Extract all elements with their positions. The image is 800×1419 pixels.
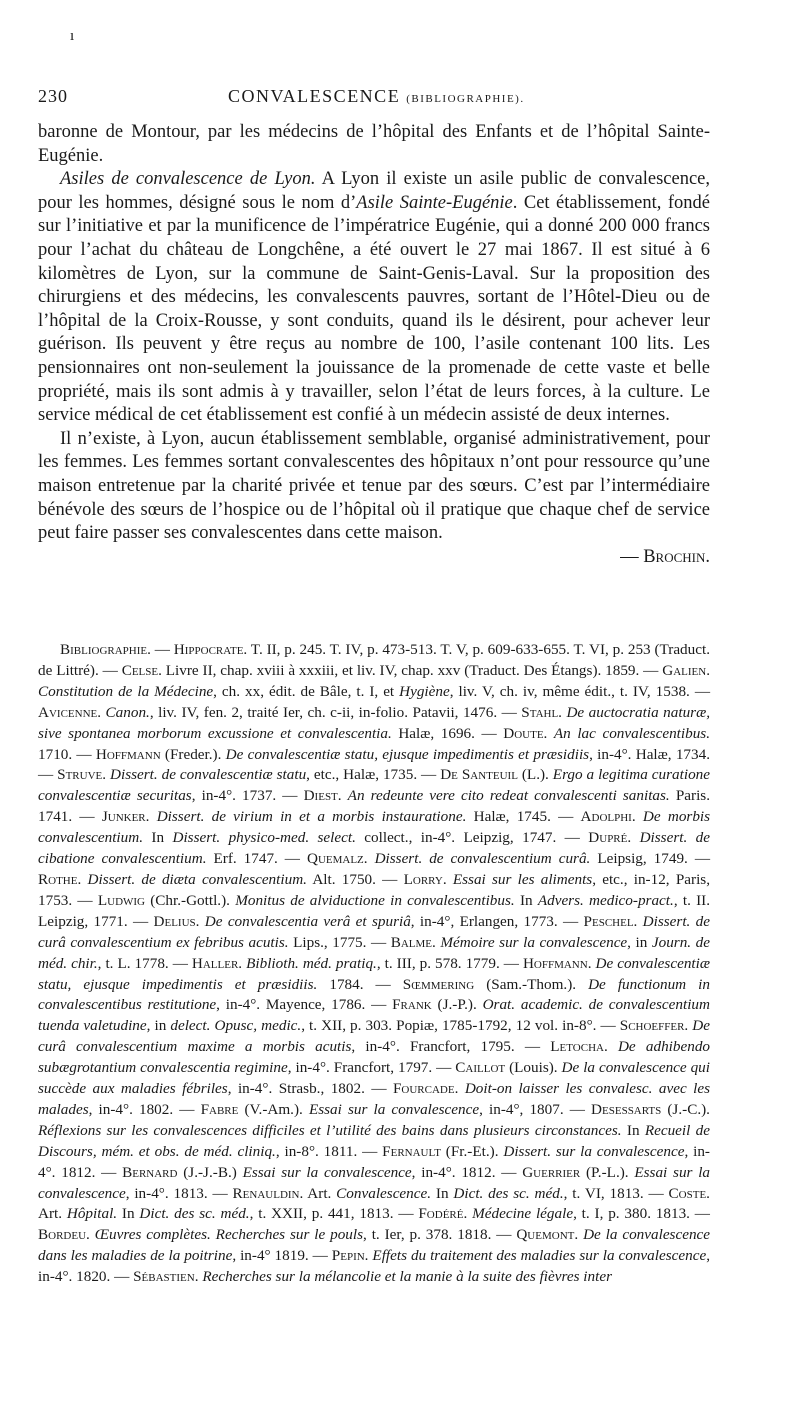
bib-work: Essai sur la convalescence: [38, 1163, 711, 1202]
bib-text: In: [117, 1205, 140, 1223]
bib-text: , in-4°. 1812. —: [38, 1142, 710, 1181]
bib-work: Dict. des sc. méd.: [453, 1184, 564, 1202]
bib-author: Quemalz.: [306, 850, 368, 868]
bib-work: Hôpital.: [66, 1205, 118, 1223]
bib-text: , in-4°, 1807. —: [479, 1100, 592, 1118]
bib-author: Letocha.: [550, 1038, 608, 1056]
bib-work: Dict. des sc. méd.: [139, 1205, 250, 1223]
bib-text: (L.).: [517, 766, 553, 784]
bibliography: [38, 640, 710, 1288]
bib-work: Advers. medico-pract.: [537, 891, 674, 909]
bib-text: Paris. 1741. —: [38, 787, 710, 826]
bib-text: , in-4°. 1820. —: [38, 1247, 710, 1286]
bib-work: Dissert. physico-med. select.: [172, 829, 356, 847]
bib-work: Effets du traitement des maladies sur la convalescence: [372, 1247, 707, 1265]
page-header: [38, 86, 738, 110]
bib-author: Galien.: [662, 661, 710, 679]
bib-work: De convalescentiæ statu, ejusque impedimentis et præsidiis.: [38, 954, 710, 993]
bib-work: Essai sur la convalescence: [308, 1100, 480, 1118]
bib-text: , in-4°. 1813. —: [125, 1184, 233, 1202]
bib-author: Hippocrate.: [173, 641, 248, 658]
bib-text: , in: [146, 1017, 171, 1035]
bib-author: Hoffmann: [95, 745, 161, 763]
bib-text: [636, 808, 643, 825]
bib-author: Adolphi.: [580, 808, 636, 826]
bib-text: (J.-P.).: [431, 996, 483, 1014]
bib-work: Dissert. de virium in et a morbis instauratione.: [156, 808, 467, 826]
bib-text: [608, 1038, 618, 1055]
bib-author: Celse.: [121, 661, 162, 679]
bib-text: , in-4° 1819. —: [232, 1247, 332, 1265]
bib-text: (J.-J.-B.): [177, 1163, 243, 1181]
bib-text: , t. I, p. 380. 1813. —: [573, 1205, 710, 1223]
bib-work: An lac convalescentibus.: [553, 724, 710, 742]
bib-text: , t. II. Leipzig, 1771. —: [38, 891, 711, 930]
bib-text: , liv. IV, fen. 2, traité Ier, ch. c-ii, in-folio. Patavii, 1476. —: [149, 703, 522, 721]
bib-work: De convalescentiæ statu, ejusque impedimentis et præsidiis: [225, 745, 590, 763]
bib-text: , t. Ier, p. 378. 1818. —: [363, 1226, 517, 1244]
bib-author: Peschel.: [583, 912, 638, 930]
bib-work: De functionum in convalescentibus restitutione: [38, 975, 710, 1014]
bib-text: , in-4°. Francfort, 1797. —: [287, 1059, 456, 1077]
bib-text: , etc., Halæ, 1735. —: [306, 766, 441, 784]
bib-text: , t. VI, 1813. —: [563, 1184, 669, 1202]
bib-text: , t. XII, p. 303. Popiæ, 1785-1792, 12 vol. in-8°. —: [301, 1017, 620, 1035]
bib-text: , in-4°. 1737. —: [191, 787, 304, 805]
bib-text: , ch. xx, édit. de Bâle, t. I, et: [213, 682, 400, 700]
bib-author: Junker.: [101, 808, 150, 826]
bib-author: Fourcade.: [392, 1080, 459, 1098]
bib-author: Ludwig: [97, 891, 145, 909]
bib-text: (Fr.-Et.).: [440, 1142, 504, 1160]
bib-work: Dissert. de cibatione convalescentium.: [38, 829, 710, 868]
bib-text: , in: [627, 933, 652, 951]
bib-author: Coste.: [668, 1184, 710, 1202]
bib-work: De la convalescence dans les maladies de la poitrine: [38, 1226, 711, 1265]
bib-author: Avicenne.: [38, 703, 102, 721]
bib-work: Ergo a legitima curatione convalescentiæ securitas: [38, 766, 711, 805]
bib-text: [149, 808, 156, 825]
bib-work: Dissert. sur la convalescence: [503, 1142, 685, 1160]
bib-text: , in-4°. Francfort, 1795. —: [351, 1038, 551, 1056]
bib-author: Delius.: [153, 912, 200, 930]
bib-text: T. II, p. 245. T. IV, p. 473-513. T. V, p. 609-633-655. T. VI, p. 253 (Traduct. de Littré). —: [38, 641, 711, 679]
bib-work: Biblioth. méd. pratiq.: [246, 954, 377, 972]
bib-work: Dissert. de convalescentium curâ.: [374, 850, 591, 868]
bib-work: De curâ convalescentium maxime a morbis acutis: [38, 1017, 711, 1056]
main-text: [38, 121, 710, 569]
bib-author: Bernard: [122, 1163, 178, 1181]
bib-author: Guerrier: [522, 1163, 581, 1181]
bib-text: , etc., in-12, Paris, 1753. —: [38, 870, 711, 909]
bib-work: Convalescence.: [336, 1184, 432, 1202]
bib-text: , in-4°. Strasb., 1802. —: [227, 1080, 393, 1098]
bib-author: Fernault: [382, 1142, 441, 1160]
bib-work: Constitution de la Médecine: [38, 682, 214, 700]
bib-work: Essai sur les aliments: [452, 870, 593, 888]
bib-text: —: [150, 641, 174, 658]
bib-author: Pepin.: [331, 1247, 369, 1265]
bib-text: (P.-L.).: [580, 1163, 635, 1181]
paragraph-2: [38, 168, 710, 428]
bib-work: Hygiène: [399, 682, 450, 700]
running-title-sub: (BIBLIOGRAPHIE).: [406, 93, 525, 105]
bib-author: Frank: [392, 996, 432, 1014]
bibliography-entries: [38, 640, 710, 1288]
bib-work: De morbis convalescentium.: [38, 808, 711, 847]
paragraph-1: baronne de Montour, par les médecins de l’hôpital des Enfants et de l’hôpital Sainte-Eugénie.: [38, 122, 710, 166]
asile-name: Asile Sainte-Eugénie: [356, 192, 513, 213]
bib-author: Fabre: [200, 1100, 239, 1118]
bib-work: Journ. de méd. chir.: [38, 933, 710, 972]
bib-author: Desessarts: [591, 1100, 662, 1118]
bib-work: De adhibendo subægrotantium convalescentia regimine: [38, 1038, 711, 1077]
running-title: [228, 86, 525, 107]
bib-author: Schoeffer.: [619, 1017, 689, 1035]
bib-text: , in-4°. 1802. —: [88, 1100, 201, 1118]
bib-author: Sébastien.: [133, 1268, 199, 1286]
paragraph-2-text-b: . Cet établissement, fondé sur l’initiative et par la munificence de l’impératrice Eugénie, qui a donné 200 000 francs pour l’achat du château de Longchêne, a été ouvert le 27 mai 1867. Il est situé à 6 kilomètres de Lyon, sur la commune de Saint-Genis-Laval. Sur la proposition des chirurgiens et des médecins, les convalescents pauvres, sortant de l’Hôtel-Dieu ou de l’hôpital de la Croix-Rousse, y sont conduits, quand ils le désirent, pour achever leur guérison. Ils peuvent y être reçus au nombre de 100, l’asile contenant 100 lits. Les pensionnaires ont non-seulement la jouissance de la promenade de cette vaste et belle propriété, mais ils sont admis à y travailler, selon l’état de leurs forces, à la culture. Le service médical de cet établissement est confié à un médecin assisté de deux internes.: [38, 192, 710, 426]
bib-text: , t. L. 1778. —: [97, 954, 192, 972]
bib-text: 1784. —: [317, 975, 403, 993]
bib-work: Doit-on laisser les convalesc. avec les malades: [38, 1080, 711, 1118]
author-signature: — Brochin.: [620, 546, 710, 567]
bib-text: 1710. —: [38, 745, 96, 763]
bib-text: In: [514, 891, 538, 909]
margin-mark: ı: [70, 28, 75, 44]
bib-author: Struve.: [57, 766, 107, 784]
paragraph-2-text-a: A Lyon il existe un asile public de convalescence, pour les hommes, désigné sous le nom d’: [38, 169, 710, 213]
bib-author: Doute.: [503, 724, 548, 742]
bib-text: , liv. V, ch. iv, même édit., t. IV, 1538. —: [449, 682, 711, 700]
bib-author: De Santeuil: [440, 766, 518, 784]
bib-text: In: [143, 829, 173, 847]
paragraph-3: Il n’existe, à Lyon, aucun établissement semblable, organisé administrativement, pour les femmes. Les femmes sortant convalescentes des hôpitaux n’ont pour ressource qu’une maison entretenue par la charité privée et tenue par des sœurs. C’est par l’intermédiaire bénévole des sœurs de l’hospice ou de l’hôpital où il pratique que chaque chef de service peut faire passer ses convalescentes dans cette maison.: [38, 428, 710, 544]
bib-text: (Freder.).: [160, 745, 226, 763]
bib-text: Art.: [303, 1184, 337, 1202]
bib-work: Dissert. de curâ convalescentium ex febribus acutis.: [38, 912, 711, 951]
bib-work: Dissert. de convalescentiæ statu: [110, 766, 307, 784]
bib-text: Livre II, chap. xviii à xxxiii, et liv. IV, chap. xxv (Traduct. Des Étangs). 1859. —: [161, 661, 663, 679]
bib-text: (J.-C.).: [661, 1100, 710, 1118]
bib-text: , in-4°. 1812. —: [411, 1163, 523, 1181]
bib-text: , in-4°. Mayence, 1786. —: [216, 996, 393, 1014]
bib-work: Œuvres complètes. Recherches sur le pouls: [94, 1226, 364, 1244]
bib-text: Halæ, 1696. —: [391, 724, 504, 742]
bib-text: In: [431, 1184, 454, 1202]
bib-author: Balme.: [390, 933, 436, 951]
bib-text: (Louis).: [505, 1059, 562, 1077]
bib-author: Bordeu.: [38, 1226, 90, 1244]
bib-text: Leipsig, 1749. —: [590, 850, 711, 868]
bib-work: Monitus de alviductione in convalescentibus.: [235, 891, 515, 909]
bib-text: , t. XXII, p. 441, 1813. —: [249, 1205, 419, 1223]
bib-author: Fodéré.: [418, 1205, 468, 1223]
bib-text: Alt. 1750. —: [306, 870, 404, 888]
bib-author: Rothe.: [38, 870, 82, 888]
bib-work: De la convalescence qui succède aux maladies fébriles: [38, 1059, 710, 1098]
bib-text: [631, 829, 639, 846]
running-title-main: CONVALESCENCE: [228, 86, 401, 106]
bib-work: Recueil de Discours, mém. et obs. de méd. cliniq.: [38, 1121, 710, 1160]
bib-text: Halæ, 1745. —: [466, 808, 581, 826]
bib-author: Hoffmann.: [522, 954, 592, 972]
bib-text: , in-4°. Halæ, 1734. —: [38, 745, 711, 784]
bib-work: Mémoire sur la convalescence: [440, 933, 628, 951]
bib-author: Renauldin.: [232, 1184, 304, 1202]
page-number: 230: [38, 86, 68, 106]
bib-work: Médecine légale: [472, 1205, 574, 1223]
bib-text: (V.-Am.).: [238, 1100, 309, 1118]
bib-text: (Chr.-Gottl.).: [145, 891, 236, 909]
bib-work: Orat. academic. de convalescentium tuenda valetudine: [38, 996, 710, 1035]
bib-author: Sœmmering: [402, 975, 475, 993]
bib-author: Haller.: [191, 954, 243, 972]
bib-work: Réflexions sur les convalescences difficiles et l’utilité des bains dans plusieurs circonstances.: [38, 1121, 622, 1139]
bib-work: Canon.: [105, 703, 150, 721]
bib-text: In: [621, 1121, 645, 1139]
bib-text: collect., in-4°. Leipzig, 1747. —: [355, 829, 589, 847]
bibliography-heading: Bibliographie.: [60, 641, 151, 658]
bib-author: Diest.: [303, 787, 342, 805]
bib-text: , in-8°. 1811. —: [275, 1142, 383, 1160]
bib-author: Dupré.: [588, 829, 632, 847]
bib-text: Art.: [38, 1205, 67, 1223]
bib-work: Recherches sur la mélancolie et la manie à la suite des fièvres inter: [202, 1268, 612, 1286]
bib-author: Stahl.: [521, 703, 562, 721]
bib-text: , in-4°, Erlangen, 1773. —: [410, 912, 584, 930]
bib-text: Lips., 1775. —: [288, 933, 391, 951]
bib-text: [368, 850, 375, 867]
section-heading-lyon: Asiles de convalescence de Lyon.: [60, 169, 316, 190]
bib-text: (Sam.-Thom.).: [474, 975, 589, 993]
bib-work: Essai sur la convalescence: [242, 1163, 412, 1181]
bib-work: De auctocratia naturæ, sive spontanea morborum excussione et convalescentia.: [38, 703, 710, 742]
bib-work: An redeunte vere cito redeat convalescenti sanitas.: [347, 787, 670, 805]
bib-work: Dissert. de diæta convalescentium.: [87, 870, 307, 888]
bib-text: Erf. 1747. —: [206, 850, 307, 868]
bib-author: Lorry.: [403, 870, 447, 888]
bib-text: , t. III, p. 578. 1779. —: [376, 954, 523, 972]
bib-work: De convalescentia verâ et spuriâ: [204, 912, 411, 930]
bib-author: Caillot: [455, 1059, 506, 1077]
bib-author: Quemont.: [516, 1226, 579, 1244]
bib-work: delect. Opusc, medic.: [170, 1017, 302, 1035]
